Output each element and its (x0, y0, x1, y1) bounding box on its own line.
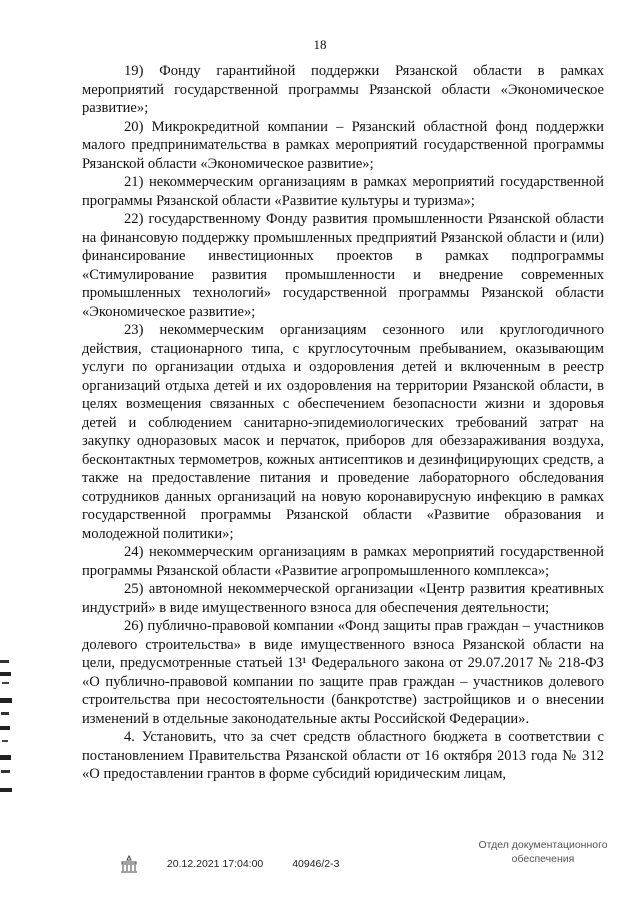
list-item-24: 24) некоммерческим организациям в рамках мероприятий государственной программы Рязанской области «Развитие агропромышленного комплекса»; (82, 544, 604, 579)
clause-4: 4. Установить, что за счет средств областного бюджета в соответствии с постановлением Правительства Рязанской области от 16 октября 2013 года № 312 «О предоставлении грантов в форме субсидий юридическим лицам, (82, 729, 604, 782)
document-body (82, 62, 604, 784)
footer-doc-number: 40946/2-3 (292, 857, 340, 870)
footer-registration (116, 855, 339, 873)
emblem-icon (116, 855, 142, 873)
scan-edge-marks (0, 660, 14, 810)
list-item-21: 21) некоммерческим организациям в рамках мероприятий государственной программы Рязанской области «Развитие культуры и туризма»; (82, 174, 604, 209)
list-item-25: 25) автономной некоммерческой организации «Центр развития креативных индустрий» в виде имущественного взноса для обеспечения деятельности; (82, 581, 604, 616)
list-item-23: 23) некоммерческим организациям сезонного или круглогодичного действия, стационарного типа, с круглосуточным пребыванием, оказывающим услуги по организации отдыха и оздоровления детей и включенным в реестр организаций отдыха детей и их оздоровления на территории Рязанской области, в целях возмещения связанных с обеспечением безопасности жизни и здоровья детей и соблюдением санитарно-эпидемиологических требований затрат на закупку одноразовых масок и перчаток, приборов для обеззараживания воздуха, бесконтактных термометров, кожных антисептиков и дезинфицирующих средств, а также на предоставление питания и проведение лабораторного обследования сотрудников данных организаций на новую коронавирусную инфекцию в рамках государственной программы Рязанской области «Развитие образования и молодежной политики»; (82, 322, 604, 542)
list-item-22: 22) государственному Фонду развития промышленности Рязанской области на финансовую поддержку промышленных предприятий Рязанской области и (или) финансирование инвестиционных проектов в рамках подпрограммы «Стимулирование развития промышленности и внедрение современных промышленных технологий» государственной программы Рязанской области «Экономическое развитие»; (82, 211, 604, 320)
list-item-26: 26) публично-правовой компании «Фонд защиты прав граждан – участников долевого строительства» в виде имущественного взноса Рязанской области на цели, предусмотренные статьей 13¹ Федерального закона от 29.07.2017 № 218-ФЗ «О публично-правовой компании по защите прав граждан – участников долевого строительства при несостоятельности (банкротстве) застройщиков и о внесении изменений в отдельные законодательные акты Российской Федерации». (82, 618, 604, 727)
list-item-20: 20) Микрокредитной компании – Рязанский областной фонд поддержки малого предпринимательства в рамках мероприятий государственной программы Рязанской области «Экономическое развитие»; (82, 118, 604, 172)
stamp-line-1: Отдел документационного (478, 839, 608, 851)
footer-datetime: 20.12.2021 17:04:00 (166, 857, 264, 870)
stamp-line-2: обеспечения (511, 853, 575, 865)
page-number: 18 (313, 37, 327, 52)
list-item-19: 19) Фонду гарантийной поддержки Рязанской области в рамках мероприятий государственной программы Рязанской области «Экономическое развитие»; (82, 63, 604, 116)
department-stamp (468, 838, 618, 866)
